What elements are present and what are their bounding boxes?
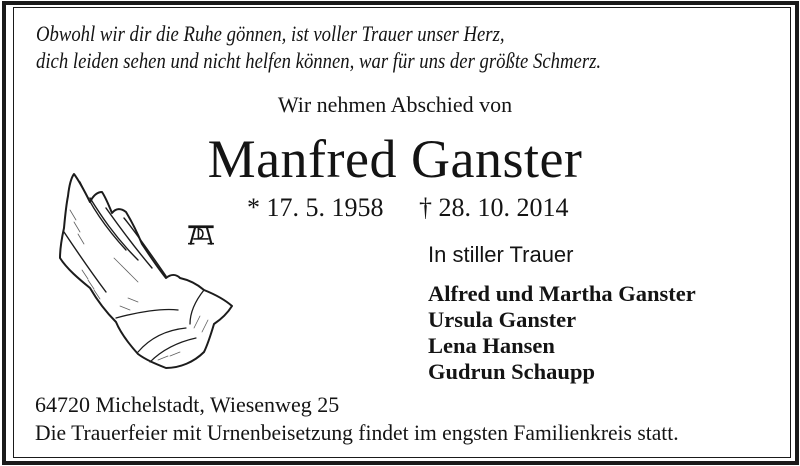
mourner-name: Lena Hansen: [428, 333, 555, 358]
epigraph-line-1: Obwohl wir dir die Ruhe gönnen, ist voller Trauer unser Herz,: [36, 21, 505, 46]
mourner-name: Ursula Ganster: [428, 307, 577, 332]
praying-hands-icon: [54, 166, 240, 380]
mourning-heading: In stiller Trauer: [428, 242, 574, 267]
mourners-list: [428, 281, 696, 385]
duerer-ad-monogram-icon: [188, 224, 214, 246]
epigraph: [36, 20, 601, 74]
funeral-note: Die Trauerfeier mit Urnenbeisetzung findet im engsten Familienkreis statt.: [35, 420, 679, 445]
death-date: † 28. 10. 2014: [419, 193, 569, 222]
address-line: 64720 Michelstadt, Wiesenweg 25: [35, 392, 340, 417]
mourner-name: Gudrun Schaupp: [428, 359, 595, 384]
birth-date: * 17. 5. 1958: [247, 193, 384, 222]
epigraph-line-2: dich leiden sehen und nicht helfen können, war für uns der größte Schmerz.: [36, 48, 602, 73]
deceased-name: Manfred Ganster: [207, 129, 583, 189]
intro-line: Wir nehmen Abschied von: [277, 92, 513, 117]
mourner-name: Alfred und Martha Ganster: [428, 281, 696, 306]
